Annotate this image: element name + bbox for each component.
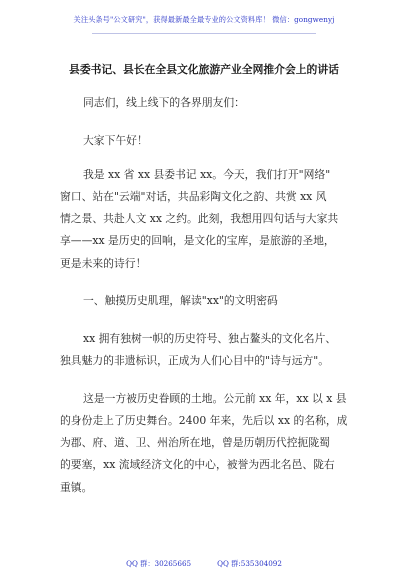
header-divider xyxy=(92,33,316,34)
paragraph-line: 独具魅力的非遗标识，正成为人们心目中的"诗与远方"。 xyxy=(60,354,330,367)
intro-line: 享——xx 是历史的回响，是文化的宝库，是旅游的圣地， xyxy=(60,234,335,247)
paragraph-line: 的要塞，xx 流域经济文化的中心，被誉为西北名邑、陇右 xyxy=(60,458,335,471)
paragraph-line: 为郡、府、道、卫、州治所在地，曾是历朝历代控扼陇蜀 xyxy=(60,436,330,449)
greeting-line: 同志们，线上线下的各界朋友们： xyxy=(83,96,245,109)
paragraph-line: 这是一方被历史眷顾的土地。公元前 xx 年，xx 以 x 县 xyxy=(83,392,347,405)
paragraph-line: xx 拥有独树一帜的历史符号、独占鳌头的文化名片、 xyxy=(83,332,337,345)
salutation-line: 大家下午好！ xyxy=(83,134,148,147)
paragraph-line: 的身份走上了历史舞台。2400 年来，先后以 xx 的名称，成 xyxy=(60,414,348,427)
footer-qq-group-1: QQ 群：30265665 xyxy=(126,559,192,568)
intro-line: 更是未来的诗行！ xyxy=(60,257,147,270)
document-title: 县委书记、县长在全县文化旅游产业全网推介会上的讲话 xyxy=(69,63,339,76)
footer-qq-group-2: QQ 群:535304092 xyxy=(217,559,282,568)
footer xyxy=(0,559,408,569)
intro-line: 我是 xx 省 xx 县委书记 xx。今天，我们打开"网络" xyxy=(83,168,331,181)
intro-line: 情之景、共赴人文 xx 之约。此刻，我想用四句话与大家共 xyxy=(60,212,339,225)
paragraph-line: 重镇。 xyxy=(60,481,93,494)
intro-line: 窗口、站在"云端"对话，共品彩陶文化之韵、共赏 xx 风 xyxy=(60,190,327,203)
section-heading: 一、触摸历史肌理，解读"xx"的文明密码 xyxy=(83,294,278,307)
header-banner: 关注头条号"公文研究"，获得最新最全最专业的公文资料库！ 微信：gongwenyj xyxy=(73,15,335,24)
